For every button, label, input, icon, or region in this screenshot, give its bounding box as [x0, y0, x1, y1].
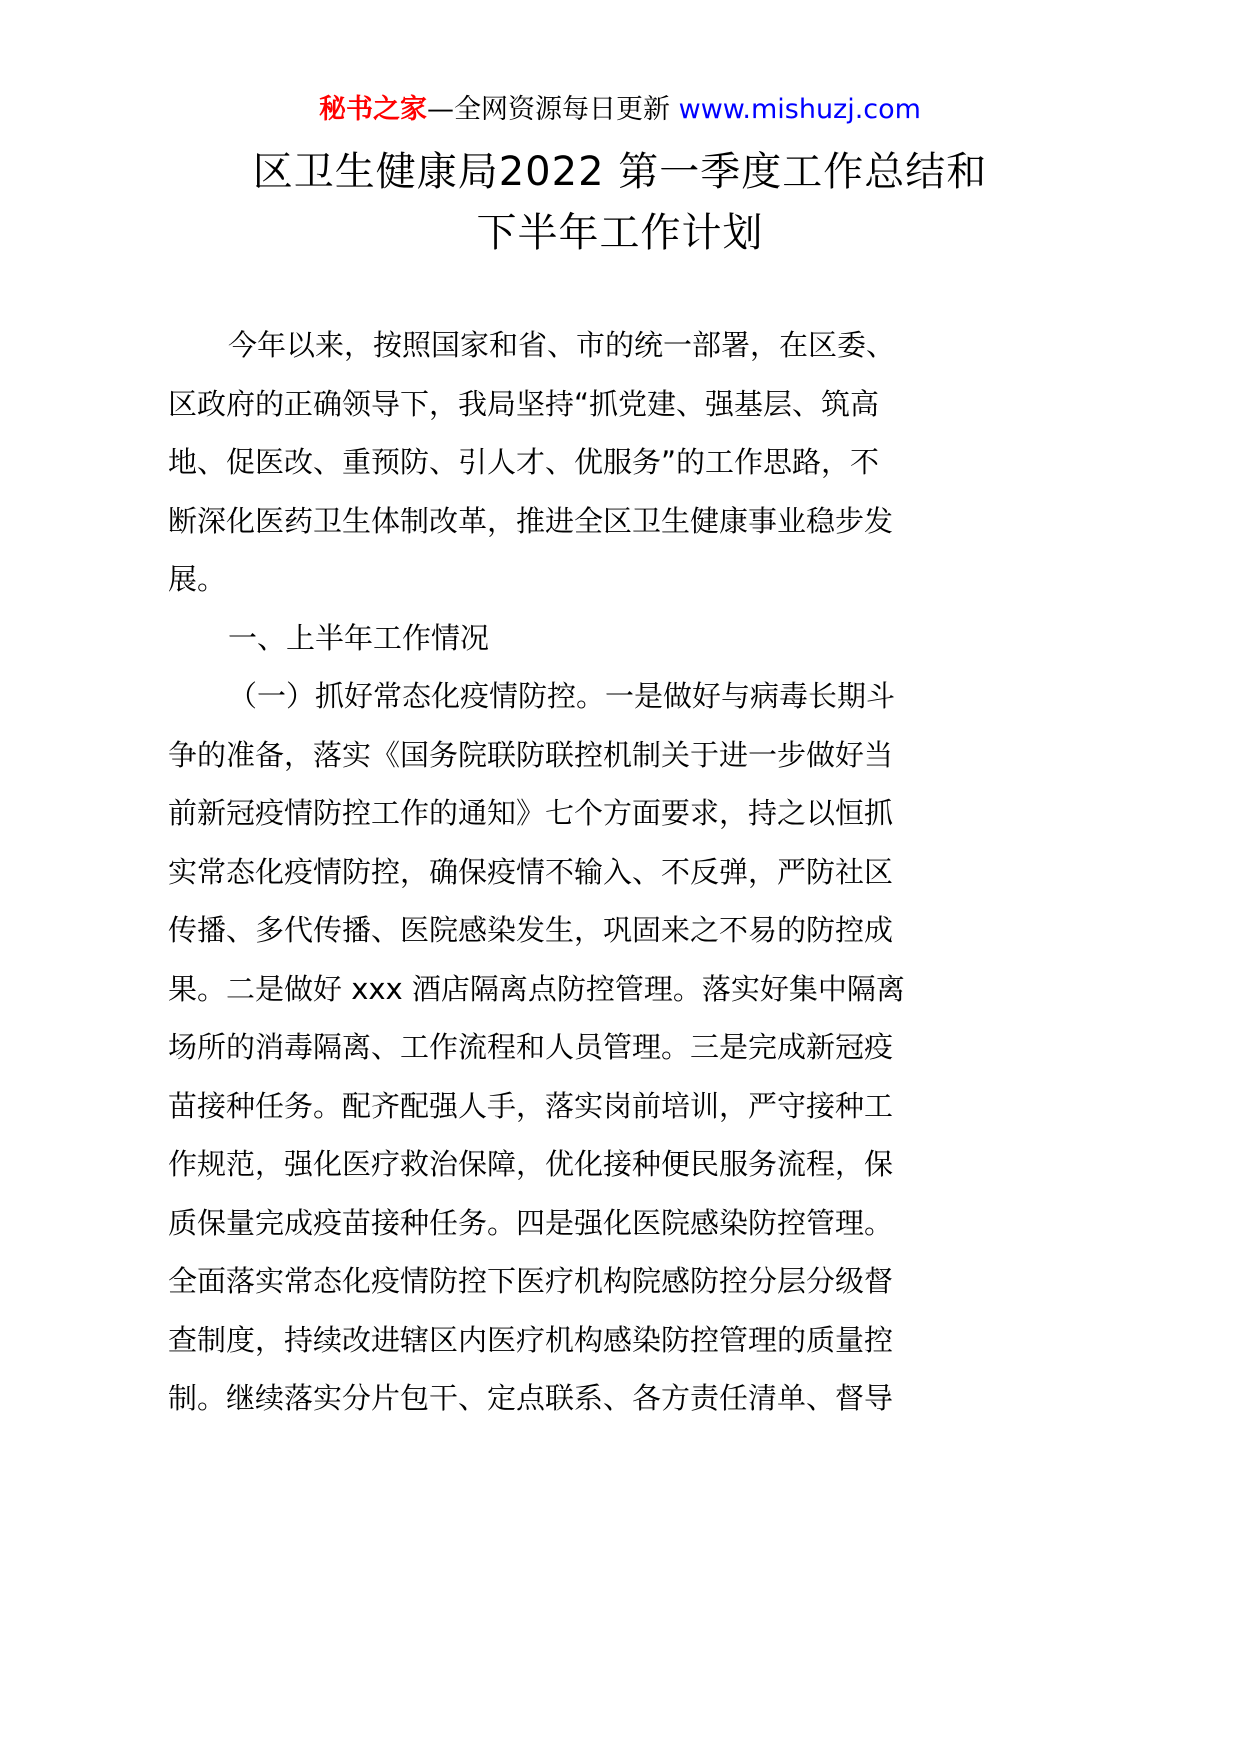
paragraph-intro-line: 地、促医改、重预防、引人才、优服务”的工作思路，不 — [168, 445, 880, 479]
header-slogan: —全网资源每日更新 — [427, 94, 671, 125]
paragraph-section-1-line: 全面落实常态化疫情防控下医疗机构院感防控分层分级督 — [168, 1264, 894, 1298]
paragraph-intro-line: 区政府的正确领导下，我局坚持“抓党建、强基层、筑高 — [168, 386, 880, 421]
document-title-line-2: 下半年工作计划 — [476, 210, 764, 256]
paragraph-section-1-line: 前新冠疫情防控工作的通知》七个方面要求，持之以恒抓 — [168, 796, 894, 830]
paragraph-section-1-line: 制。继续落实分片包干、定点联系、各方责任清单、督导 — [168, 1381, 894, 1415]
document-title-line-1: 区卫生健康局2022 第一季度工作总结和 — [252, 149, 988, 195]
document-body — [168, 316, 944, 1428]
brand-name: 秘书之家 — [319, 94, 428, 125]
paragraph-section-1-line: 质保量完成疫苗接种任务。四是强化医院感染防控管理。 — [168, 1205, 894, 1240]
site-link[interactable]: www.mishuzj.com — [678, 94, 921, 125]
paragraph-intro-line: 断深化医药卫生体制改革，推进全区卫生健康事业稳步发 — [168, 503, 894, 538]
paragraph-section-1-line: （一）抓好常态化疫情防控。一是做好与病毒长期斗 — [228, 679, 896, 713]
paragraph-section-1-line: 争的准备，落实《国务院联防联控机制关于进一步做好当 — [168, 737, 894, 772]
paragraph-section-1-line: 实常态化疫情防控，确保疫情不输入、不反弹，严防社区 — [168, 854, 894, 889]
section-heading: 一、上半年工作情况 — [228, 620, 490, 655]
paragraph-section-1-line: 传播、多代传播、医院感染发生，巩固来之不易的防控成 — [168, 913, 894, 947]
paragraph-section-1-line: 查制度，持续改进辖区内医疗机构感染防控管理的质量控 — [168, 1322, 894, 1357]
paragraph-section-1-line: 场所的消毒隔离、工作流程和人员管理。三是完成新冠疫 — [168, 1030, 894, 1064]
paragraph-intro-line: 今年以来，按照国家和省、市的统一部署，在区委、 — [228, 328, 896, 362]
watermark-header — [0, 88, 1240, 132]
paragraph-intro-line: 展。 — [168, 562, 227, 596]
paragraph-section-1-line: 果。二是做好 xxx 酒店隔离点防控管理。落实好集中隔离 — [168, 971, 905, 1006]
paragraph-section-1-line: 苗接种任务。配齐配强人手，落实岗前培训，严守接种工 — [168, 1088, 894, 1123]
paragraph-section-1-line: 作规范，强化医疗救治保障，优化接种便民服务流程，保 — [168, 1147, 894, 1181]
